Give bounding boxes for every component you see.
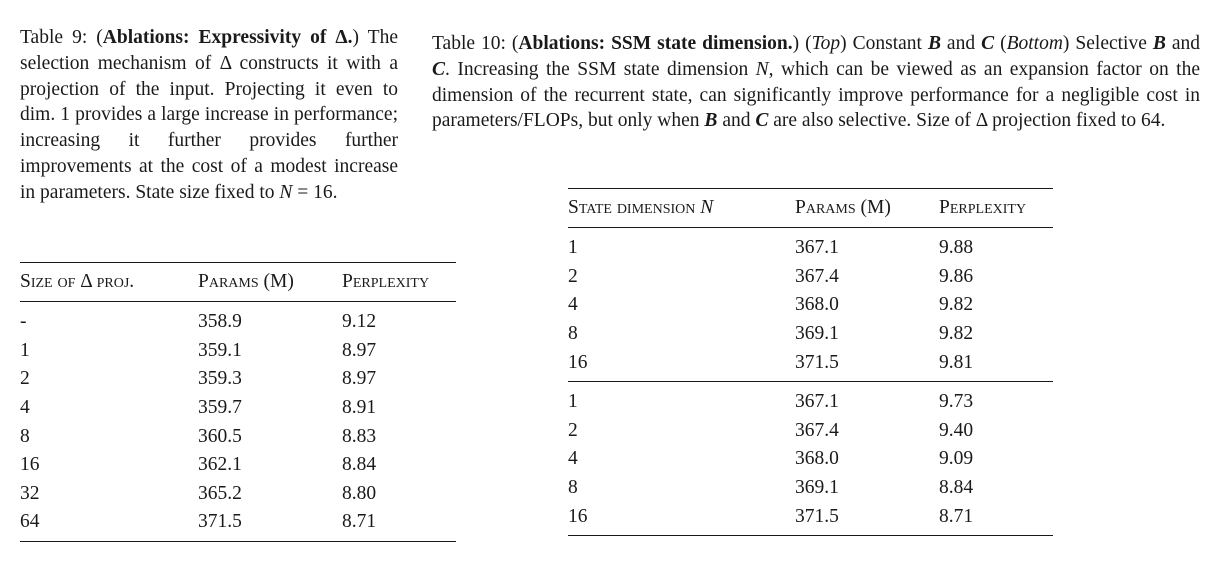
table-row	[20, 480, 456, 509]
caption-text: and	[1165, 33, 1200, 54]
table-9	[20, 262, 456, 542]
cell-params: 367.4	[795, 265, 839, 287]
cell-perplexity: 9.40	[939, 419, 974, 441]
column-header-params: Params (M)	[198, 271, 294, 292]
caption-text: ) Selective	[1062, 33, 1153, 54]
column-header-state-dimension	[568, 189, 795, 228]
caption-text: (	[511, 33, 519, 54]
cell-params: 367.4	[795, 419, 839, 441]
cell-delta-proj: 1	[20, 339, 30, 361]
cell-state-dimension: 4	[568, 294, 578, 316]
cell-params: 367.1	[795, 237, 839, 259]
cell-params: 371.5	[795, 351, 839, 373]
cell-perplexity: 9.73	[939, 391, 974, 413]
caption-text: )	[792, 33, 800, 54]
column-header-params: Params (M)	[795, 197, 891, 218]
math-variable: C	[432, 58, 446, 80]
cell-delta-proj: 64	[20, 511, 40, 533]
cell-state-dimension: 8	[568, 323, 578, 345]
cell-state-dimension: 4	[568, 448, 578, 470]
cell-perplexity: 8.84	[939, 477, 974, 499]
caption-text: )	[352, 27, 359, 48]
cell-params: 359.3	[198, 368, 242, 390]
cell-state-dimension: 2	[568, 265, 578, 287]
math-variable: B	[1152, 33, 1166, 54]
cell-perplexity: 8.97	[342, 368, 377, 390]
cell-params: 360.5	[198, 425, 242, 447]
cell-delta-proj: 4	[20, 397, 30, 419]
cell-delta-proj: 32	[20, 482, 40, 504]
table-9-caption	[20, 25, 398, 206]
caption-text: = 16.	[292, 181, 338, 203]
table-row	[20, 422, 456, 451]
table-header-row	[568, 189, 1053, 228]
table-row	[568, 263, 1053, 292]
column-header-delta-proj: Size of Δ proj.	[20, 271, 135, 292]
cell-perplexity: 8.71	[342, 511, 377, 533]
cell-state-dimension: 2	[568, 419, 578, 441]
math-variable: N	[700, 197, 714, 218]
cell-perplexity: 9.88	[939, 237, 974, 259]
table-row	[568, 502, 1053, 535]
table-row	[568, 291, 1053, 320]
table-header-row	[20, 263, 456, 302]
cell-delta-proj: 2	[20, 368, 30, 390]
table-10-label: Table 10:	[432, 33, 512, 54]
table-10-caption	[432, 31, 1200, 134]
caption-text: ) Constant	[840, 33, 928, 54]
math-variable: B	[927, 33, 941, 54]
cell-params: 365.2	[198, 482, 242, 504]
cell-perplexity: 8.83	[342, 425, 377, 447]
caption-text: are also selective. Size of Δ projection fixed to 64.	[768, 110, 1166, 132]
math-variable: C	[755, 110, 769, 132]
cell-state-dimension: 1	[568, 391, 578, 413]
cell-delta-proj: -	[20, 311, 27, 333]
table-row	[568, 320, 1053, 349]
table-row	[20, 337, 456, 366]
caption-text: . Increasing the SSM state dimension	[445, 58, 756, 80]
table-row	[20, 394, 456, 423]
cell-perplexity: 8.84	[342, 454, 377, 476]
table-9-label: Table 9:	[20, 27, 97, 48]
cell-state-dimension: 8	[568, 477, 578, 499]
table-row	[20, 302, 456, 337]
cell-perplexity: 8.97	[342, 339, 377, 361]
math-variable: N	[279, 181, 293, 203]
cell-delta-proj: 8	[20, 425, 30, 447]
cell-perplexity: 8.80	[342, 482, 377, 504]
cell-perplexity: 8.71	[939, 505, 974, 527]
cell-state-dimension: 1	[568, 237, 578, 259]
table-9-title: Ablations: Expressivity of Δ.	[102, 27, 353, 48]
table-10-bottom-section	[568, 381, 1053, 535]
cell-perplexity: 9.09	[939, 448, 974, 470]
caption-text: (	[96, 27, 103, 48]
cell-params: 368.0	[795, 294, 839, 316]
cell-perplexity: 9.82	[939, 294, 974, 316]
table-row	[568, 445, 1053, 474]
cell-params: 371.5	[795, 505, 839, 527]
table-row	[20, 365, 456, 394]
cell-params: 367.1	[795, 391, 839, 413]
cell-params: 369.1	[795, 477, 839, 499]
cell-delta-proj: 16	[20, 454, 40, 476]
caption-text: (	[799, 33, 812, 54]
column-header-perplexity: Perplexity	[342, 271, 430, 292]
table-row	[568, 228, 1053, 263]
cell-params: 369.1	[795, 323, 839, 345]
caption-text: and	[717, 110, 756, 132]
math-variable: C	[981, 33, 995, 54]
caption-text: , which can be viewed as an expansion factor on the dimension of the recurrent state, can significantly improve performance for a negligible cost in parameters/FLOPs, but only when	[432, 58, 1201, 132]
column-header-perplexity: Perplexity	[939, 197, 1027, 218]
caption-emphasis: Bottom	[1006, 33, 1063, 54]
header-text: State dimension	[568, 197, 701, 218]
cell-state-dimension: 16	[568, 505, 588, 527]
table-10	[568, 188, 1053, 536]
table-row	[20, 451, 456, 480]
table-row	[568, 381, 1053, 416]
table-row	[20, 508, 456, 541]
caption-text: and	[940, 33, 982, 54]
cell-state-dimension: 16	[568, 351, 588, 373]
cell-params: 371.5	[198, 511, 242, 533]
cell-params: 362.1	[198, 454, 242, 476]
cell-perplexity: 9.82	[939, 323, 974, 345]
cell-params: 359.7	[198, 397, 242, 419]
table-row	[568, 348, 1053, 381]
caption-text: (	[994, 33, 1007, 54]
math-variable: B	[704, 110, 718, 132]
table-row	[568, 417, 1053, 446]
cell-params: 368.0	[795, 448, 839, 470]
cell-perplexity: 8.91	[342, 397, 377, 419]
table-9-description: The selection mechanism of Δ constructs it with a projection of the input. Projecting it even to dim. 1 provides a large increase in performance; increasing it further provides further improvements at the cost of a modest increase in parameters. State size fixed to	[20, 27, 399, 203]
cell-params: 359.1	[198, 339, 242, 361]
caption-emphasis: Top	[811, 33, 841, 54]
cell-params: 358.9	[198, 311, 242, 333]
table-10-title: Ablations: SSM state dimension.	[518, 33, 793, 54]
cell-perplexity: 9.86	[939, 265, 974, 287]
cell-perplexity: 9.81	[939, 351, 974, 373]
math-variable: N	[755, 58, 769, 80]
cell-perplexity: 9.12	[342, 311, 377, 333]
table-10-top-section	[568, 228, 1053, 382]
table-row	[568, 474, 1053, 503]
